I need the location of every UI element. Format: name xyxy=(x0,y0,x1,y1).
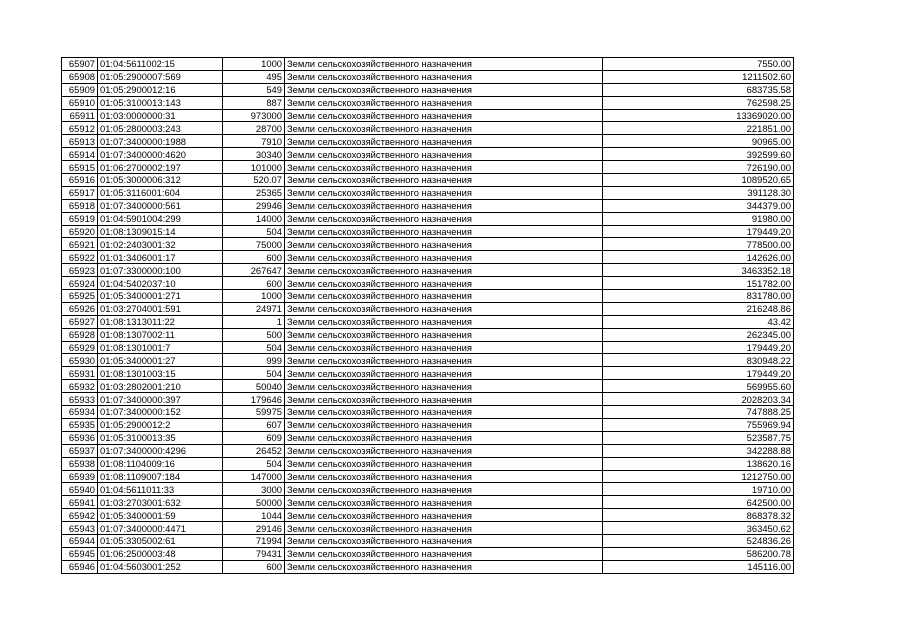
area-cell: 504 xyxy=(223,457,285,470)
cadastral-value-cell: 221851.00 xyxy=(603,122,794,135)
cadastral-number-cell: 01:04:5603001:252 xyxy=(98,560,223,573)
row-number-cell: 65929 xyxy=(62,341,98,354)
row-number-cell: 65932 xyxy=(62,380,98,393)
area-cell: 147000 xyxy=(223,470,285,483)
cadastral-number-cell: 01:05:3100013:143 xyxy=(98,96,223,109)
row-number-cell: 65931 xyxy=(62,367,98,380)
cadastral-value-cell: 151782.00 xyxy=(603,277,794,290)
row-number-cell: 65919 xyxy=(62,212,98,225)
land-category-cell: Земли сельскохозяйственного назначения xyxy=(285,122,603,135)
cadastral-value-cell: 90965.00 xyxy=(603,135,794,148)
table-row xyxy=(62,70,794,83)
cadastral-number-cell: 01:05:3100013:35 xyxy=(98,431,223,444)
row-number-cell: 65946 xyxy=(62,560,98,573)
cadastral-number-cell: 01:07:3400000:4620 xyxy=(98,148,223,161)
area-cell: 607 xyxy=(223,418,285,431)
table-row xyxy=(62,264,794,277)
cadastral-value-cell: 830948.22 xyxy=(603,354,794,367)
row-number-cell: 65914 xyxy=(62,148,98,161)
cadastral-value-cell: 755969.94 xyxy=(603,418,794,431)
cadastral-value-cell: 13369020.00 xyxy=(603,109,794,122)
row-number-cell: 65934 xyxy=(62,406,98,419)
table-row xyxy=(62,483,794,496)
cadastral-number-cell: 01:05:2900007:569 xyxy=(98,70,223,83)
table-row xyxy=(62,418,794,431)
table-row xyxy=(62,315,794,328)
row-number-cell: 65938 xyxy=(62,457,98,470)
cadastral-value-cell: 138620.16 xyxy=(603,457,794,470)
row-number-cell: 65917 xyxy=(62,186,98,199)
cadastral-number-cell: 01:05:3400001:59 xyxy=(98,509,223,522)
row-number-cell: 65926 xyxy=(62,302,98,315)
area-cell: 504 xyxy=(223,341,285,354)
cadastral-number-cell: 01:06:2500003:48 xyxy=(98,547,223,560)
land-category-cell: Земли сельскохозяйственного назначения xyxy=(285,367,603,380)
cadastral-number-cell: 01:08:1309015:14 xyxy=(98,225,223,238)
area-cell: 1 xyxy=(223,315,285,328)
cadastral-value-cell: 391128.30 xyxy=(603,186,794,199)
table-row xyxy=(62,199,794,212)
table-row xyxy=(62,186,794,199)
row-number-cell: 65908 xyxy=(62,70,98,83)
register-table-body xyxy=(62,58,794,574)
cadastral-value-cell: 342288.88 xyxy=(603,444,794,457)
row-number-cell: 65927 xyxy=(62,315,98,328)
row-number-cell: 65909 xyxy=(62,83,98,96)
table-row xyxy=(62,393,794,406)
row-number-cell: 65925 xyxy=(62,290,98,303)
row-number-cell: 65915 xyxy=(62,161,98,174)
area-cell: 500 xyxy=(223,328,285,341)
cadastral-value-cell: 262345.00 xyxy=(603,328,794,341)
land-category-cell: Земли сельскохозяйственного назначения xyxy=(285,341,603,354)
table-row xyxy=(62,174,794,187)
table-row xyxy=(62,122,794,135)
land-category-cell: Земли сельскохозяйственного назначения xyxy=(285,509,603,522)
cadastral-value-cell: 179449.20 xyxy=(603,367,794,380)
cadastral-value-cell: 726190.00 xyxy=(603,161,794,174)
row-number-cell: 65944 xyxy=(62,534,98,547)
area-cell: 600 xyxy=(223,251,285,264)
table-row xyxy=(62,83,794,96)
row-number-cell: 65911 xyxy=(62,109,98,122)
area-cell: 79431 xyxy=(223,547,285,560)
row-number-cell: 65937 xyxy=(62,444,98,457)
cadastral-number-cell: 01:08:1313011:22 xyxy=(98,315,223,328)
row-number-cell: 65943 xyxy=(62,522,98,535)
land-category-cell: Земли сельскохозяйственного назначения xyxy=(285,406,603,419)
land-category-cell: Земли сельскохозяйственного назначения xyxy=(285,470,603,483)
cadastral-value-cell: 747888.25 xyxy=(603,406,794,419)
area-cell: 1044 xyxy=(223,509,285,522)
cadastral-number-cell: 01:08:1301001:7 xyxy=(98,341,223,354)
table-row xyxy=(62,58,794,71)
land-category-cell: Земли сельскохозяйственного назначения xyxy=(285,431,603,444)
table-row xyxy=(62,560,794,573)
area-cell: 887 xyxy=(223,96,285,109)
table-row xyxy=(62,290,794,303)
area-cell: 495 xyxy=(223,70,285,83)
land-category-cell: Земли сельскохозяйственного назначения xyxy=(285,174,603,187)
table-row xyxy=(62,96,794,109)
cadastral-number-cell: 01:08:1109007:184 xyxy=(98,470,223,483)
cadastral-number-cell: 01:03:2703001:632 xyxy=(98,496,223,509)
area-cell: 520.07 xyxy=(223,174,285,187)
land-category-cell: Земли сельскохозяйственного назначения xyxy=(285,238,603,251)
area-cell: 24971 xyxy=(223,302,285,315)
cadastral-value-cell: 344379.00 xyxy=(603,199,794,212)
table-row xyxy=(62,406,794,419)
cadastral-number-cell: 01:05:2800003:243 xyxy=(98,122,223,135)
cadastral-number-cell: 01:04:5402037:10 xyxy=(98,277,223,290)
cadastral-number-cell: 01:04:5611002:15 xyxy=(98,58,223,71)
area-cell: 75000 xyxy=(223,238,285,251)
land-category-cell: Земли сельскохозяйственного назначения xyxy=(285,148,603,161)
area-cell: 50000 xyxy=(223,496,285,509)
table-row xyxy=(62,135,794,148)
area-cell: 29946 xyxy=(223,199,285,212)
table-row xyxy=(62,328,794,341)
cadastral-number-cell: 01:07:3400000:152 xyxy=(98,406,223,419)
cadastral-number-cell: 01:07:3400000:397 xyxy=(98,393,223,406)
row-number-cell: 65920 xyxy=(62,225,98,238)
land-category-cell: Земли сельскохозяйственного назначения xyxy=(285,457,603,470)
row-number-cell: 65942 xyxy=(62,509,98,522)
row-number-cell: 65907 xyxy=(62,58,98,71)
cadastral-value-cell: 642500.00 xyxy=(603,496,794,509)
row-number-cell: 65936 xyxy=(62,431,98,444)
cadastral-value-cell: 363450.62 xyxy=(603,522,794,535)
table-row xyxy=(62,431,794,444)
row-number-cell: 65912 xyxy=(62,122,98,135)
cadastral-number-cell: 01:05:3116001:604 xyxy=(98,186,223,199)
land-category-cell: Земли сельскохозяйственного назначения xyxy=(285,199,603,212)
cadastral-number-cell: 01:01:3406001:17 xyxy=(98,251,223,264)
row-number-cell: 65939 xyxy=(62,470,98,483)
cadastral-number-cell: 01:04:5901004:299 xyxy=(98,212,223,225)
land-category-cell: Земли сельскохозяйственного назначения xyxy=(285,302,603,315)
land-category-cell: Земли сельскохозяйственного назначения xyxy=(285,290,603,303)
area-cell: 29146 xyxy=(223,522,285,535)
table-row xyxy=(62,547,794,560)
land-category-cell: Земли сельскохозяйственного назначения xyxy=(285,418,603,431)
table-row xyxy=(62,354,794,367)
cadastral-value-cell: 831780.00 xyxy=(603,290,794,303)
cadastral-value-cell: 7550.00 xyxy=(603,58,794,71)
land-category-cell: Земли сельскохозяйственного назначения xyxy=(285,315,603,328)
table-row xyxy=(62,251,794,264)
area-cell: 14000 xyxy=(223,212,285,225)
cadastral-number-cell: 01:05:2900012:16 xyxy=(98,83,223,96)
table-row xyxy=(62,341,794,354)
land-category-cell: Земли сельскохозяйственного назначения xyxy=(285,264,603,277)
cadastral-value-cell: 569955.60 xyxy=(603,380,794,393)
cadastral-value-cell: 3463352.18 xyxy=(603,264,794,277)
table-row xyxy=(62,238,794,251)
area-cell: 7910 xyxy=(223,135,285,148)
row-number-cell: 65913 xyxy=(62,135,98,148)
table-row xyxy=(62,367,794,380)
land-category-cell: Земли сельскохозяйственного назначения xyxy=(285,83,603,96)
cadastral-value-cell: 1089520.65 xyxy=(603,174,794,187)
table-row xyxy=(62,534,794,547)
land-category-cell: Земли сельскохозяйственного назначения xyxy=(285,251,603,264)
row-number-cell: 65924 xyxy=(62,277,98,290)
area-cell: 3000 xyxy=(223,483,285,496)
land-category-cell: Земли сельскохозяйственного назначения xyxy=(285,277,603,290)
cadastral-number-cell: 01:06:2700002:197 xyxy=(98,161,223,174)
cadastral-value-cell: 179449.20 xyxy=(603,341,794,354)
land-category-cell: Земли сельскохозяйственного назначения xyxy=(285,96,603,109)
land-category-cell: Земли сельскохозяйственного назначения xyxy=(285,328,603,341)
cadastral-number-cell: 01:03:2802001:210 xyxy=(98,380,223,393)
row-number-cell: 65940 xyxy=(62,483,98,496)
row-number-cell: 65941 xyxy=(62,496,98,509)
row-number-cell: 65928 xyxy=(62,328,98,341)
cadastral-value-cell: 91980.00 xyxy=(603,212,794,225)
land-category-cell: Земли сельскохозяйственного назначения xyxy=(285,354,603,367)
area-cell: 549 xyxy=(223,83,285,96)
land-category-cell: Земли сельскохозяйственного назначения xyxy=(285,483,603,496)
area-cell: 1000 xyxy=(223,58,285,71)
cadastral-number-cell: 01:04:5611011:33 xyxy=(98,483,223,496)
row-number-cell: 65918 xyxy=(62,199,98,212)
area-cell: 267647 xyxy=(223,264,285,277)
table-row xyxy=(62,277,794,290)
cadastral-number-cell: 01:03:2704001:591 xyxy=(98,302,223,315)
land-category-cell: Земли сельскохозяйственного назначения xyxy=(285,380,603,393)
area-cell: 30340 xyxy=(223,148,285,161)
cadastral-number-cell: 01:08:1301003:15 xyxy=(98,367,223,380)
land-category-cell: Земли сельскохозяйственного назначения xyxy=(285,225,603,238)
cadastral-number-cell: 01:05:3400001:271 xyxy=(98,290,223,303)
land-category-cell: Земли сельскохозяйственного назначения xyxy=(285,161,603,174)
cadastral-value-cell: 1212750.00 xyxy=(603,470,794,483)
table-row xyxy=(62,212,794,225)
area-cell: 50040 xyxy=(223,380,285,393)
cadastral-value-cell: 868378.32 xyxy=(603,509,794,522)
table-row xyxy=(62,302,794,315)
table-row xyxy=(62,470,794,483)
cadastral-number-cell: 01:07:3300000:100 xyxy=(98,264,223,277)
land-category-cell: Земли сельскохозяйственного назначения xyxy=(285,186,603,199)
cadastral-number-cell: 01:05:3400001:27 xyxy=(98,354,223,367)
land-category-cell: Земли сельскохозяйственного назначения xyxy=(285,70,603,83)
land-category-cell: Земли сельскохозяйственного назначения xyxy=(285,393,603,406)
cadastral-number-cell: 01:08:1307002:11 xyxy=(98,328,223,341)
area-cell: 25365 xyxy=(223,186,285,199)
land-category-cell: Земли сельскохозяйственного назначения xyxy=(285,560,603,573)
area-cell: 600 xyxy=(223,560,285,573)
table-row xyxy=(62,509,794,522)
area-cell: 101000 xyxy=(223,161,285,174)
land-category-cell: Земли сельскохозяйственного назначения xyxy=(285,547,603,560)
cadastral-value-cell: 2028203.34 xyxy=(603,393,794,406)
row-number-cell: 65923 xyxy=(62,264,98,277)
table-row xyxy=(62,496,794,509)
cadastral-number-cell: 01:05:3305002:61 xyxy=(98,534,223,547)
row-number-cell: 65921 xyxy=(62,238,98,251)
area-cell: 28700 xyxy=(223,122,285,135)
cadastral-number-cell: 01:08:1104009:16 xyxy=(98,457,223,470)
land-category-cell: Земли сельскохозяйственного назначения xyxy=(285,496,603,509)
area-cell: 179646 xyxy=(223,393,285,406)
row-number-cell: 65930 xyxy=(62,354,98,367)
cadastral-value-cell: 762598.25 xyxy=(603,96,794,109)
cadastral-number-cell: 01:02:2403001:32 xyxy=(98,238,223,251)
cadastral-number-cell: 01:07:3400000:1988 xyxy=(98,135,223,148)
area-cell: 26452 xyxy=(223,444,285,457)
land-category-cell: Земли сельскохозяйственного назначения xyxy=(285,534,603,547)
area-cell: 504 xyxy=(223,225,285,238)
table-row xyxy=(62,444,794,457)
table-row xyxy=(62,225,794,238)
cadastral-value-cell: 1211502.60 xyxy=(603,70,794,83)
land-category-cell: Земли сельскохозяйственного назначения xyxy=(285,109,603,122)
area-cell: 609 xyxy=(223,431,285,444)
cadastral-number-cell: 01:07:3400000:4296 xyxy=(98,444,223,457)
area-cell: 59975 xyxy=(223,406,285,419)
row-number-cell: 65910 xyxy=(62,96,98,109)
cadastral-value-cell: 145116.00 xyxy=(603,560,794,573)
cadastral-value-cell: 43.42 xyxy=(603,315,794,328)
cadastral-value-cell: 778500.00 xyxy=(603,238,794,251)
area-cell: 973000 xyxy=(223,109,285,122)
land-category-cell: Земли сельскохозяйственного назначения xyxy=(285,58,603,71)
row-number-cell: 65922 xyxy=(62,251,98,264)
table-row xyxy=(62,380,794,393)
cadastral-value-cell: 142626.00 xyxy=(603,251,794,264)
cadastral-number-cell: 01:05:2900012:2 xyxy=(98,418,223,431)
area-cell: 504 xyxy=(223,367,285,380)
cadastral-value-cell: 392599.60 xyxy=(603,148,794,161)
row-number-cell: 65916 xyxy=(62,174,98,187)
table-row xyxy=(62,148,794,161)
cadastral-value-cell: 586200.78 xyxy=(603,547,794,560)
cadastral-value-cell: 19710.00 xyxy=(603,483,794,496)
cadastral-value-cell: 179449.20 xyxy=(603,225,794,238)
cadastral-number-cell: 01:03:0000000:31 xyxy=(98,109,223,122)
row-number-cell: 65935 xyxy=(62,418,98,431)
area-cell: 999 xyxy=(223,354,285,367)
area-cell: 600 xyxy=(223,277,285,290)
cadastral-number-cell: 01:05:3000006:312 xyxy=(98,174,223,187)
table-row xyxy=(62,522,794,535)
cadastral-value-cell: 524836.26 xyxy=(603,534,794,547)
land-category-cell: Земли сельскохозяйственного назначения xyxy=(285,444,603,457)
cadastral-number-cell: 01:07:3400000:4471 xyxy=(98,522,223,535)
area-cell: 1000 xyxy=(223,290,285,303)
row-number-cell: 65945 xyxy=(62,547,98,560)
area-cell: 71994 xyxy=(223,534,285,547)
row-number-cell: 65933 xyxy=(62,393,98,406)
table-row xyxy=(62,109,794,122)
table-row xyxy=(62,161,794,174)
land-category-cell: Земли сельскохозяйственного назначения xyxy=(285,212,603,225)
cadastral-number-cell: 01:07:3400000:561 xyxy=(98,199,223,212)
land-category-cell: Земли сельскохозяйственного назначения xyxy=(285,522,603,535)
table-row xyxy=(62,457,794,470)
land-register-table xyxy=(61,57,794,574)
cadastral-value-cell: 216248.86 xyxy=(603,302,794,315)
cadastral-value-cell: 683735.58 xyxy=(603,83,794,96)
land-category-cell: Земли сельскохозяйственного назначения xyxy=(285,135,603,148)
cadastral-value-cell: 523587.75 xyxy=(603,431,794,444)
